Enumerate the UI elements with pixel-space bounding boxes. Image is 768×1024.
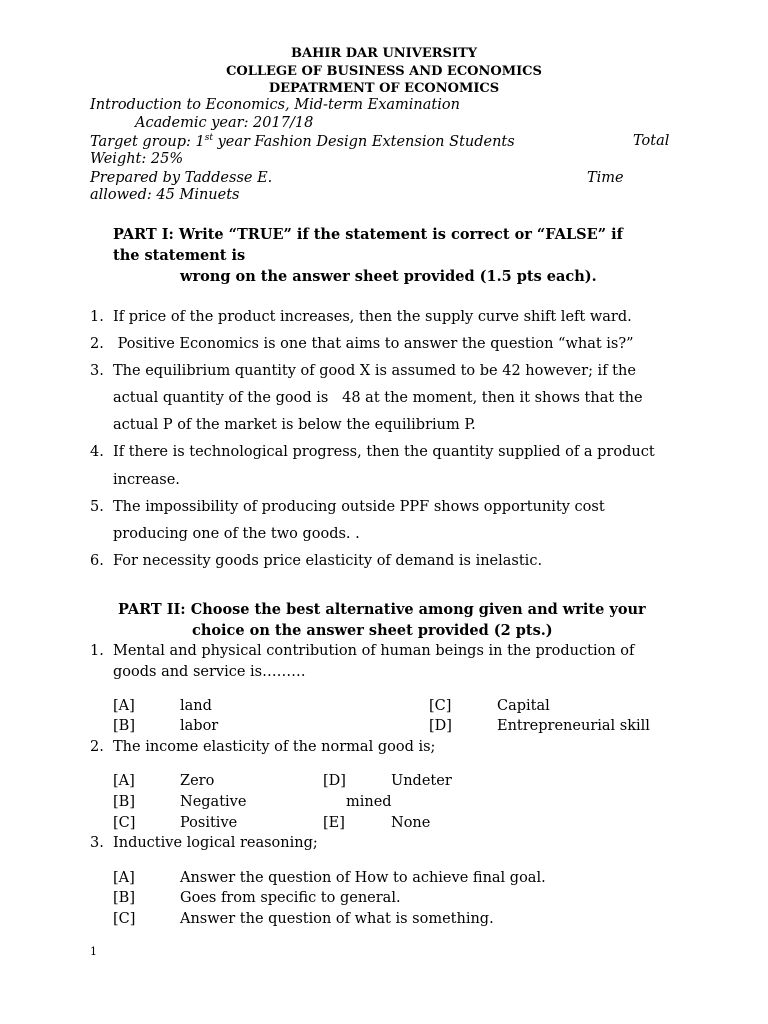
option-key: [B]	[113, 890, 135, 906]
course-title: Introduction to Economics, Mid-term Examination	[90, 97, 460, 113]
target-group	[90, 133, 515, 150]
option-key: [A]	[113, 870, 135, 886]
mc-question-number: 3.	[90, 835, 104, 851]
option-text: Negative	[180, 794, 247, 810]
academic-year: Academic year: 2017/18	[135, 115, 314, 131]
option-key: [B]	[113, 718, 135, 734]
tf-item-text: The equilibrium quantity of good X is assumed to be 42 however; if the	[113, 363, 636, 379]
page-number: 1	[90, 945, 97, 958]
target-suffix: year Fashion Design Extension Students	[212, 133, 515, 150]
prepared-by: Prepared by Taddesse E.	[90, 170, 273, 186]
tf-item-text: The impossibility of producing outside PPF shows opportunity cost	[113, 499, 605, 515]
option-key: [C]	[113, 815, 136, 831]
option-key: [C]	[429, 698, 452, 714]
mc-question-number: 1.	[90, 643, 104, 659]
option-key: [A]	[113, 773, 135, 789]
option-key: [E]	[323, 815, 345, 831]
tf-item-number: 4.	[90, 444, 104, 460]
option-key: [C]	[113, 911, 136, 927]
department-name: DEPATRMENT OF ECONOMICS	[268, 81, 500, 96]
university-name: BAHIR DAR UNIVERSITY	[291, 46, 477, 61]
time-label: Time	[587, 170, 624, 186]
tf-item-number: 2.	[90, 336, 104, 352]
mc-question-number: 2.	[90, 739, 104, 755]
option-text: None	[391, 815, 431, 831]
option-text: Goes from specific to general.	[180, 890, 401, 906]
tf-item-number: 5.	[90, 499, 104, 515]
option-text: Capital	[497, 698, 550, 714]
total-label: Total	[633, 133, 670, 149]
tf-item-text: For necessity goods price elasticity of demand is inelastic.	[113, 553, 543, 569]
tf-item-text: If price of the product increases, then the supply curve shift left ward.	[113, 309, 632, 325]
part2-heading-line1: PART II: Choose the best alternative among given and write your	[118, 601, 646, 618]
mc-question-text: Mental and physical contribution of human beings in the production of	[113, 643, 635, 659]
option-key: [A]	[113, 698, 135, 714]
option-text-continued: mined	[346, 794, 392, 810]
tf-item-text: increase.	[113, 472, 180, 488]
option-text: labor	[180, 718, 219, 734]
tf-item-number: 3.	[90, 363, 104, 379]
tf-item-text: actual P of the market is below the equilibrium P.	[113, 417, 476, 433]
target-prefix: Target group: 1	[90, 133, 205, 150]
option-text: Answer the question of How to achieve final goal.	[180, 870, 546, 886]
option-text: Positive	[180, 815, 238, 831]
option-text: Undeter	[391, 773, 452, 789]
tf-item-text: Positive Economics is one that aims to answer the question “what is?”	[113, 336, 634, 352]
part1-heading-line2: the statement is	[113, 247, 246, 264]
tf-item-text: producing one of the two goods. .	[113, 526, 360, 542]
tf-item-text: actual quantity of the good is 48 at the moment, then it shows that the	[113, 390, 643, 406]
tf-item-number: 1.	[90, 309, 104, 325]
target-sup: st	[204, 133, 213, 143]
mc-question-text: goods and service is………	[113, 664, 306, 680]
tf-item-number: 6.	[90, 553, 104, 569]
option-text: Answer the question of what is something.	[180, 911, 494, 927]
option-text: land	[180, 698, 212, 714]
option-text: Zero	[180, 773, 215, 789]
mc-question-text: The income elasticity of the normal good is;	[113, 739, 436, 755]
college-name: COLLEGE OF BUSINESS AND ECONOMICS	[226, 64, 542, 79]
option-key: [B]	[113, 794, 135, 810]
part1-heading-line3: wrong on the answer sheet provided (1.5 pts each).	[180, 268, 597, 285]
tf-item-text: If there is technological progress, then the quantity supplied of a product	[113, 444, 655, 460]
part1-heading-line1: PART I: Write “TRUE” if the statement is correct or “FALSE” if	[113, 226, 623, 243]
option-key: [D]	[429, 718, 452, 734]
part2-heading-line2: choice on the answer sheet provided (2 pts.)	[192, 622, 553, 639]
mc-question-text: Inductive logical reasoning;	[113, 835, 318, 851]
option-text: Entrepreneurial skill	[497, 718, 650, 734]
weight: Weight: 25%	[90, 151, 184, 167]
time-allowed: allowed: 45 Minuets	[90, 187, 240, 203]
option-key: [D]	[323, 773, 346, 789]
